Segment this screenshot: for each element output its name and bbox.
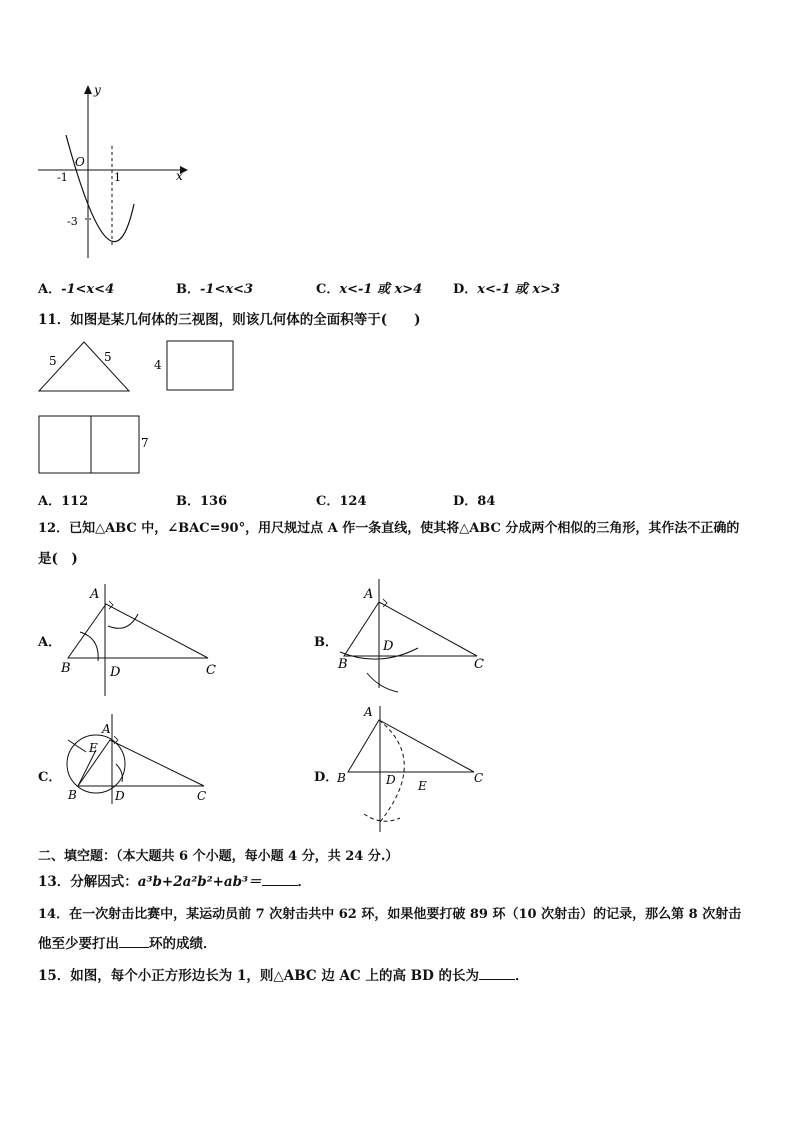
fig-b-label-b: B <box>338 657 348 672</box>
q15 <box>38 970 528 984</box>
q14-line2-suffix: 环的成绩． <box>149 936 217 952</box>
front-view-rect <box>39 416 139 473</box>
fig-d-dashed-arc <box>379 720 404 822</box>
fig-d-label-a: A <box>364 705 373 719</box>
q10-option-a-letter: A． <box>38 282 62 297</box>
q11-option-a-letter: A． <box>38 494 62 509</box>
tick-neg3-label: -3 <box>67 215 78 228</box>
q12-option-d-letter: D． <box>314 770 339 785</box>
q11-option-b <box>176 490 227 509</box>
fig-c-label-c: C <box>197 789 207 803</box>
fig-b-label-a: A <box>364 587 374 602</box>
q12-figure-b <box>334 576 504 701</box>
q11-option-a <box>38 490 88 509</box>
fig-c-segment-be <box>78 750 96 786</box>
q10-option-c-letter: C． <box>316 282 340 297</box>
q15-prefix: 15．如图，每个小正方形边长为 1，则△ABC 边 AC 上的高 BD 的长为 <box>38 968 479 984</box>
fig-b-triangle <box>344 602 477 656</box>
q10-option-c <box>316 278 422 297</box>
fig-a-triangle <box>68 604 208 658</box>
q11-option-d-text: 84 <box>477 494 496 509</box>
three-view-drawing <box>36 338 256 483</box>
tri-left-label: 5 <box>49 354 57 368</box>
tri-right-label: 5 <box>104 350 112 364</box>
q14-line2-prefix: 他至少要打出 <box>38 936 119 952</box>
q15-suffix: ． <box>514 968 529 984</box>
q13-prefix: 13．分解因式： <box>38 874 138 890</box>
q13-expr: a³b+2a²b²+ab³＝ <box>137 874 262 890</box>
q11-option-d-letter: D． <box>453 494 478 509</box>
q14-line1: 14．在一次射击比赛中，某运动员前 7 次射击共中 62 环，如果他要打破 89 环（10 次射击）的记录，那么第 8 次射击 <box>38 907 742 922</box>
q13-blank <box>262 885 298 886</box>
q10-option-b-text: -1<x<3 <box>200 282 254 297</box>
fig-c-label-e: E <box>89 741 98 755</box>
q11-option-a-text: 112 <box>61 494 89 509</box>
q11-option-c-letter: C． <box>316 494 340 509</box>
q13 <box>38 876 311 890</box>
fig-a-label-a: A <box>90 587 100 602</box>
x-label: x <box>176 169 183 183</box>
q14-line2 <box>38 938 217 952</box>
q12-stem-line2: 是( ) <box>38 551 78 567</box>
q11-option-c <box>316 490 367 509</box>
fig-d-label-e: E <box>418 779 427 793</box>
fig-c-label-b: B <box>68 788 77 802</box>
tick-neg1-label: -1 <box>57 171 68 184</box>
q12-figure-a <box>58 576 228 701</box>
q12-figure-d <box>334 700 504 835</box>
q11-option-c-text: 124 <box>339 494 367 509</box>
fig-a-label-c: C <box>206 663 216 678</box>
front-height-label: 7 <box>141 436 149 450</box>
q11-option-b-letter: B． <box>176 494 200 509</box>
fig-c-label-d: D <box>115 789 125 803</box>
q11-option-d <box>453 490 495 509</box>
q12-stem-line1: 12．已知△ABC 中，∠BAC=90°，用尺规过点 A 作一条直线，使其将△ABC 分成两个相似的三角形，其作法不正确的 <box>38 521 740 536</box>
y-axis-arrow <box>84 85 92 94</box>
section2-title: 二、填空题：（本大题共 6 个小题，每小题 4 分，共 24 分.） <box>38 849 399 864</box>
q10-option-d-letter: D． <box>453 282 478 297</box>
fig-c-label-a: A <box>102 722 111 736</box>
fig-b-label-c: C <box>474 657 484 672</box>
q12-option-a-letter: A． <box>38 635 62 650</box>
fig-a-arc-top <box>108 614 138 628</box>
q12-option-c-letter: C． <box>38 770 62 785</box>
parabola-graph <box>30 80 200 270</box>
fig-d-label-b: B <box>337 771 346 785</box>
fig-d-label-c: C <box>474 771 484 785</box>
fig-a-label-b: B <box>61 661 71 676</box>
q10-option-b-letter: B． <box>176 282 200 297</box>
q12-figure-c <box>58 708 228 833</box>
y-label: y <box>94 83 101 97</box>
q13-suffix: ． <box>297 874 312 890</box>
q14-blank <box>119 947 149 948</box>
q10-option-b <box>176 278 253 297</box>
fig-d-triangle <box>348 720 474 772</box>
fig-c-cross-2 <box>116 764 122 782</box>
tick-1-label: 1 <box>114 171 121 184</box>
q10-option-d-text: x<-1 或 x>3 <box>477 282 561 297</box>
q10-option-a <box>38 278 114 297</box>
fig-b-label-d: D <box>383 639 394 654</box>
q11-option-b-text: 136 <box>200 494 228 509</box>
origin-label: O <box>75 155 85 169</box>
fig-d-label-d: D <box>386 773 396 787</box>
q15-blank <box>479 979 515 980</box>
q10-option-a-text: -1<x<4 <box>61 282 115 297</box>
fig-a-label-d: D <box>110 665 121 680</box>
top-view-rect <box>167 341 233 390</box>
fig-b-arc-bottom <box>367 673 398 692</box>
q10-option-c-text: x<-1 或 x>4 <box>339 282 423 297</box>
rect-height-label: 4 <box>154 358 162 372</box>
q10-option-d <box>453 278 560 297</box>
q11-stem: 11．如图是某几何体的三视图，则该几何体的全面积等于( ) <box>38 312 421 328</box>
q12-option-b-letter: B． <box>314 635 338 650</box>
